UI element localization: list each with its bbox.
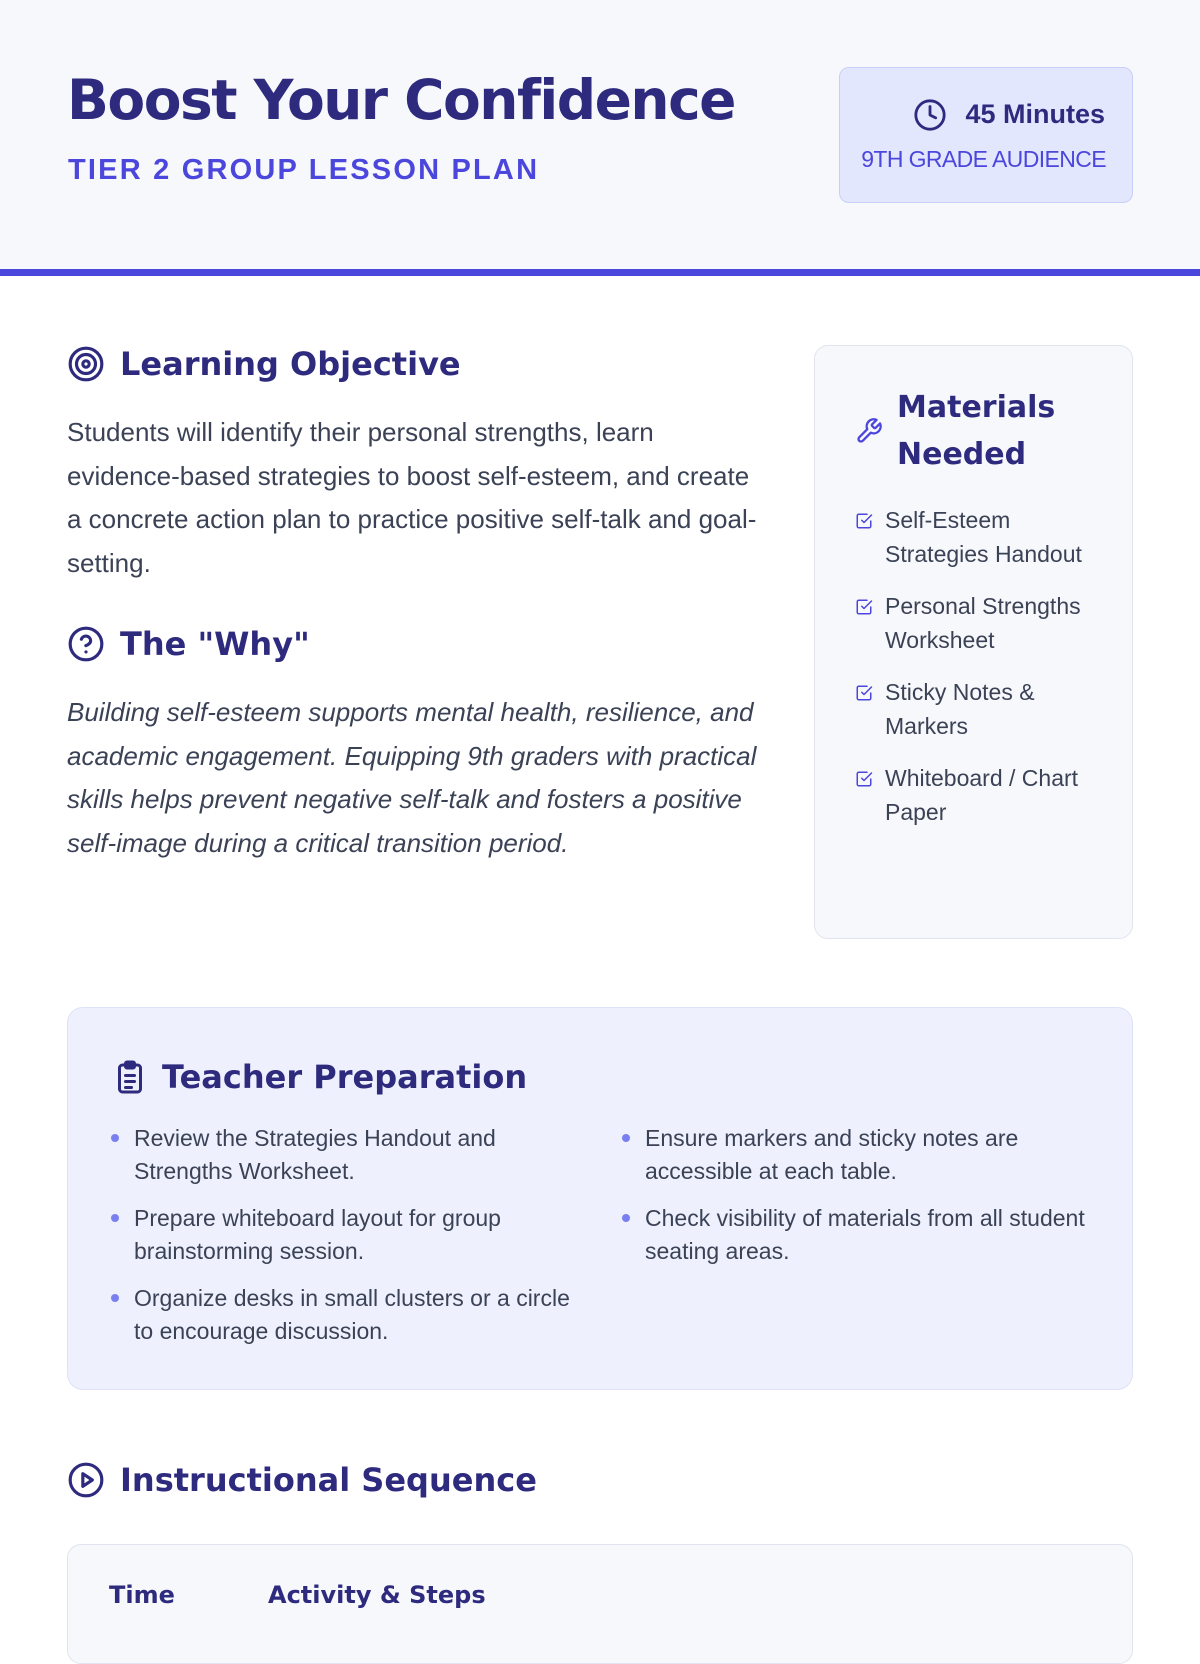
materials-list [855, 504, 1095, 848]
material-item [855, 676, 1095, 743]
page-subtitle: TIER 2 GROUP LESSON PLAN [68, 154, 540, 186]
prep-item: Ensure markers and sticky notes are accessible at each table. [621, 1122, 1091, 1188]
question-circle-icon [67, 625, 105, 663]
wrench-icon [855, 417, 883, 445]
objective-text: Students will identify their personal strengths, learn evidence-based strategies to boost self-esteem, and create a concrete action plan to practice positive self-talk and goal-setting. [67, 417, 757, 578]
prep-item: Review the Strategies Handout and Strengths Worksheet. [110, 1122, 570, 1188]
clock-icon [913, 98, 947, 132]
material-item [855, 504, 1095, 571]
prep-item: Prepare whiteboard layout for group brainstorming session. [110, 1202, 570, 1268]
checkbox-icon [855, 684, 873, 702]
checkbox-icon [855, 512, 873, 530]
prep-item: Organize desks in small clusters or a circle to encourage discussion. [110, 1282, 570, 1348]
duration-card [839, 67, 1133, 203]
column-header-activity: Activity & Steps [268, 1581, 486, 1609]
why-text: Building self-esteem supports mental health, resilience, and academic engagement. Equipping 9th graders with practical skills helps prevent negative self-talk and fosters a positive self-image during a critical transition period. [67, 697, 757, 858]
page-header [0, 0, 1200, 276]
duration-value: 45 Minutes [965, 99, 1105, 129]
why-heading-label: The "Why" [120, 625, 310, 663]
clipboard-icon [112, 1059, 148, 1095]
prep-list-right [621, 1122, 1091, 1282]
material-item-label: Personal Strengths Worksheet [885, 593, 1081, 653]
prep-list-left [110, 1122, 570, 1362]
material-item-label: Whiteboard / Chart Paper [885, 765, 1079, 825]
objective-heading [67, 345, 461, 383]
material-item [855, 762, 1095, 829]
teacher-preparation-card [67, 1007, 1133, 1390]
checkbox-icon [855, 770, 873, 788]
materials-heading [855, 384, 1077, 478]
target-icon [67, 345, 105, 383]
prep-item: Check visibility of materials from all student seating areas. [621, 1202, 1091, 1268]
prep-heading-label: Teacher Preparation [162, 1058, 528, 1096]
audience-label: 9TH GRADE AUDIENCE [861, 146, 1106, 172]
prep-heading [112, 1058, 527, 1096]
material-item-label: Self-Esteem Strategies Handout [885, 507, 1082, 567]
materials-heading-label: Materials Needed [897, 390, 1056, 472]
material-item-label: Sticky Notes & Markers [885, 679, 1035, 739]
why-heading [67, 625, 310, 663]
column-header-time: Time [109, 1581, 175, 1609]
material-item [855, 590, 1095, 657]
page-title: Boost Your Confidence [67, 68, 735, 132]
materials-card [814, 345, 1133, 939]
objective-heading-label: Learning Objective [120, 345, 461, 383]
play-circle-icon [67, 1461, 105, 1499]
checkbox-icon [855, 598, 873, 616]
sequence-heading-label: Instructional Sequence [120, 1461, 537, 1499]
sequence-table [67, 1544, 1133, 1664]
sequence-heading [67, 1461, 537, 1499]
